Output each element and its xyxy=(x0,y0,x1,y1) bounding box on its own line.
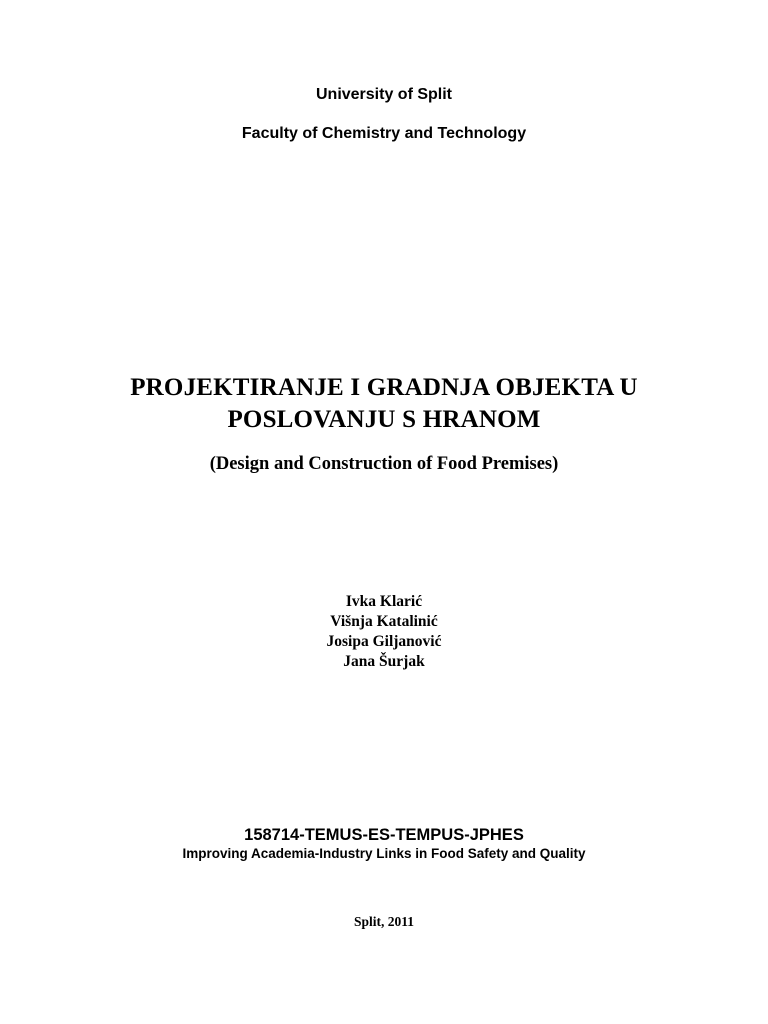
document-subtitle: (Design and Construction of Food Premises) xyxy=(209,454,559,474)
place-and-date: Split, 2011 xyxy=(353,914,415,929)
faculty-name: Faculty of Chemistry and Technology xyxy=(241,125,527,142)
author-name: Ivka Klarić xyxy=(345,593,423,610)
author-name: Jana Šurjak xyxy=(343,653,425,670)
author-list xyxy=(0,592,768,672)
project-code: 158714-TEMUS-ES-TEMPUS-JPHES xyxy=(244,826,524,844)
title-line-1: PROJEKTIRANJE I GRADNJA OBJEKTA U xyxy=(130,374,638,401)
document-title xyxy=(0,372,768,436)
title-line-2: POSLOVANJU S HRANOM xyxy=(227,406,541,433)
author-name: Josipa Giljanović xyxy=(326,633,442,650)
university-name: University of Split xyxy=(315,86,453,103)
author-name: Višnja Katalinić xyxy=(330,613,438,630)
project-name: Improving Academia-Industry Links in Food Safety and Quality xyxy=(182,846,586,861)
